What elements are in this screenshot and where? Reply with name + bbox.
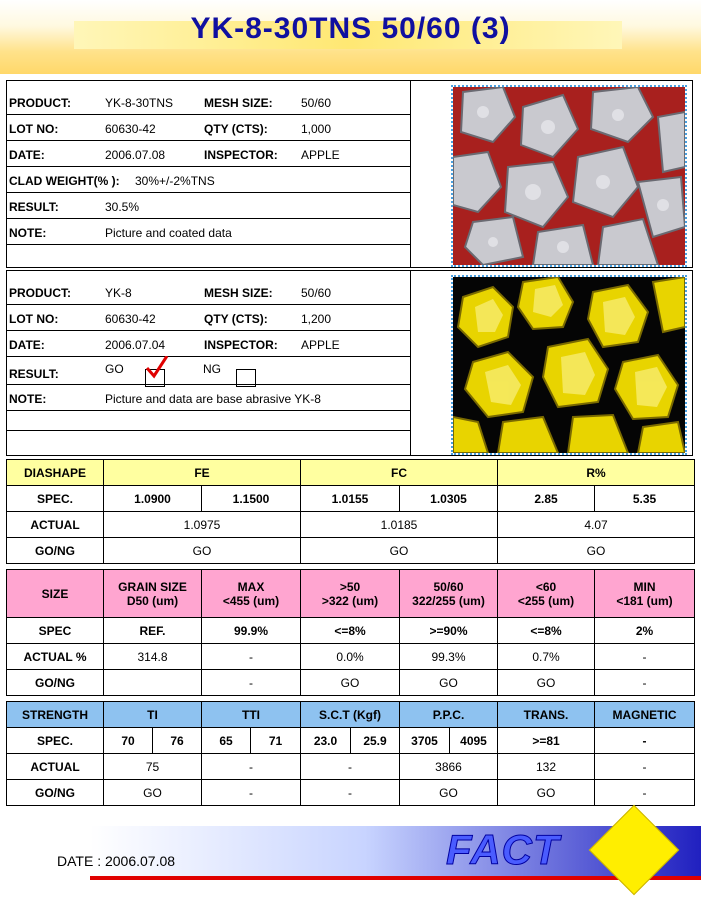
row-label: ACTUAL xyxy=(7,754,104,780)
date-value: 2006.07.08 xyxy=(105,148,166,162)
mesh-value: 50/60 xyxy=(301,286,332,300)
gong-cell: GO xyxy=(400,670,498,696)
spec-cell: 1.1500 xyxy=(202,486,301,512)
header-line: MIN xyxy=(633,579,656,594)
min-header xyxy=(595,570,695,618)
header-line: <181 (um) xyxy=(616,593,673,608)
row-product-2 xyxy=(7,279,410,305)
spec-cell: 5.35 xyxy=(595,486,695,512)
spec-cell: <=8% xyxy=(498,618,595,644)
spec-cell: >=90% xyxy=(400,618,498,644)
mesh-label: MESH SIZE: xyxy=(204,286,273,300)
inspector-value: APPLE xyxy=(301,338,340,352)
spec-cell: 1.0305 xyxy=(400,486,498,512)
r-percent-header: R% xyxy=(498,460,695,486)
header-line: 322/255 (um) xyxy=(412,593,485,608)
spec-cell: 2.85 xyxy=(498,486,595,512)
product-label: PRODUCT: xyxy=(9,286,71,300)
gong-cell: GO xyxy=(498,670,595,696)
header xyxy=(0,0,701,74)
gong-cell: - xyxy=(202,780,301,806)
coated-info-panel xyxy=(6,80,693,268)
row-label: SPEC. xyxy=(7,486,104,512)
size-actual-row xyxy=(7,644,695,670)
actual-cell: 99.3% xyxy=(400,644,498,670)
header-line: D50 (um) xyxy=(126,593,179,608)
header-line: 50/60 xyxy=(433,579,464,594)
clad-value: 30%+/-2%TNS xyxy=(135,174,215,188)
gong-cell: GO xyxy=(400,780,498,806)
base-info-panel xyxy=(6,270,693,456)
row-date-2 xyxy=(7,331,410,357)
strength-table xyxy=(6,701,695,806)
actual-cell: - xyxy=(595,644,695,670)
row-label: SPEC xyxy=(7,618,104,644)
row-lot xyxy=(7,115,410,141)
result-label: RESULT: xyxy=(9,200,59,214)
actual-cell: 75 xyxy=(104,754,202,780)
lot-label: LOT NO: xyxy=(9,122,59,136)
spec-cell: 4095 xyxy=(450,728,498,754)
inspector-label: INSPECTOR: xyxy=(204,148,278,162)
inspector-value: APPLE xyxy=(301,148,340,162)
footer xyxy=(0,826,701,904)
result-label: RESULT: xyxy=(9,367,59,381)
strength-actual-row xyxy=(7,754,695,780)
trans-header: TRANS. xyxy=(498,702,595,728)
go-label: GO xyxy=(105,362,124,376)
strength-header: STRENGTH xyxy=(7,702,104,728)
spec-cell: 65 xyxy=(202,728,251,754)
clad-label: CLAD WEIGHT(% ): xyxy=(9,174,120,188)
yellow-diamond-icon xyxy=(589,805,680,896)
max-header xyxy=(202,570,301,618)
note-label: NOTE: xyxy=(9,226,47,240)
date-value: 2006.07.04 xyxy=(105,338,166,352)
row-label: GO/NG xyxy=(7,780,104,806)
row-label: GO/NG xyxy=(7,538,104,564)
gong-cell: GO xyxy=(498,780,595,806)
spec-cell: 2% xyxy=(595,618,695,644)
result-value: 30.5% xyxy=(105,200,140,214)
coated-crystals-photo xyxy=(451,85,687,267)
row-note xyxy=(7,219,410,245)
row-result xyxy=(7,193,410,219)
ppc-header: P.P.C. xyxy=(400,702,498,728)
actual-cell: 1.0185 xyxy=(301,512,498,538)
mesh-label: MESH SIZE: xyxy=(204,96,273,110)
diashape-gong-row xyxy=(7,538,695,564)
gong-cell: - xyxy=(301,780,400,806)
size-header-row xyxy=(7,570,695,618)
diashape-actual-row xyxy=(7,512,695,538)
gt50-header xyxy=(301,570,400,618)
spec-cell: - xyxy=(595,728,695,754)
qty-label: QTY (CTS): xyxy=(204,122,268,136)
diashape-header-row xyxy=(7,460,695,486)
fact-logo: FACT xyxy=(446,826,560,873)
diashape-table xyxy=(6,459,695,564)
header-line: <60 xyxy=(535,579,557,594)
actual-cell: - xyxy=(202,644,301,670)
note-value: Picture and coated data xyxy=(105,226,232,240)
row-date xyxy=(7,141,410,167)
ng-label: NG xyxy=(203,362,221,376)
tti-header: TTI xyxy=(202,702,301,728)
lt60-header xyxy=(498,570,595,618)
header-line: <255 (um) xyxy=(517,593,575,608)
actual-cell: 0.0% xyxy=(301,644,400,670)
actual-cell: 3866 xyxy=(400,754,498,780)
strength-header-row xyxy=(7,702,695,728)
size-spec-row xyxy=(7,618,695,644)
fc-header: FC xyxy=(301,460,498,486)
header-line: <455 (um) xyxy=(222,593,280,608)
spec-cell: <=8% xyxy=(301,618,400,644)
row-label: ACTUAL xyxy=(7,512,104,538)
actual-cell: - xyxy=(595,754,695,780)
spec-cell: 1.0900 xyxy=(104,486,202,512)
size-gong-row xyxy=(7,670,695,696)
actual-cell: - xyxy=(202,754,301,780)
gong-cell: - xyxy=(595,780,695,806)
note-label: NOTE: xyxy=(9,392,47,406)
gong-cell: GO xyxy=(498,538,695,564)
gong-cell xyxy=(104,670,202,696)
gong-cell: GO xyxy=(104,538,301,564)
header-line: >50 xyxy=(339,579,361,594)
row-label: ACTUAL % xyxy=(7,644,104,670)
footer-date: DATE : 2006.07.08 xyxy=(57,853,176,869)
product-value: YK-8-30TNS xyxy=(105,96,174,110)
actual-cell: 314.8 xyxy=(104,644,202,670)
spec-cell: 3705 xyxy=(400,728,450,754)
row-label: SPEC. xyxy=(7,728,104,754)
product-value: YK-8 xyxy=(105,286,132,300)
spec-cell: 99.9% xyxy=(202,618,301,644)
lot-value: 60630-42 xyxy=(105,122,156,136)
spec-cell: 71 xyxy=(251,728,301,754)
date-label: DATE: xyxy=(9,338,45,352)
actual-cell: 4.07 xyxy=(498,512,695,538)
spec-cell: 1.0155 xyxy=(301,486,400,512)
row-label: GO/NG xyxy=(7,670,104,696)
strength-spec-row xyxy=(7,728,695,754)
header-line: >322 (um) xyxy=(321,593,379,608)
spec-cell: >=81 xyxy=(498,728,595,754)
diashape-spec-row xyxy=(7,486,695,512)
magnetic-header: MAGNETIC xyxy=(595,702,695,728)
header-line: GRAIN SIZE xyxy=(118,579,187,594)
checkmark-icon xyxy=(145,356,169,380)
header-line: MAX xyxy=(237,579,265,594)
gong-cell: - xyxy=(595,670,695,696)
product-label: PRODUCT: xyxy=(9,96,71,110)
actual-cell: 0.7% xyxy=(498,644,595,670)
footer-red-line xyxy=(90,876,701,880)
row-lot-2 xyxy=(7,305,410,331)
row-product xyxy=(7,89,410,115)
date-label: DATE: xyxy=(9,148,45,162)
gong-cell: GO xyxy=(301,670,400,696)
size-header: SIZE xyxy=(7,570,104,618)
actual-cell: 1.0975 xyxy=(104,512,301,538)
grain-size-header xyxy=(104,570,202,618)
base-info xyxy=(7,271,411,455)
mesh-value: 50/60 xyxy=(301,96,332,110)
row-clad xyxy=(7,167,410,193)
gong-cell: GO xyxy=(301,538,498,564)
lot-label: LOT NO: xyxy=(9,312,59,326)
lot-value: 60630-42 xyxy=(105,312,156,326)
spec-cell: 23.0 xyxy=(301,728,351,754)
row-note-2 xyxy=(7,385,410,411)
note-value: Picture and data are base abrasive YK-8 xyxy=(105,392,321,406)
qty-value: 1,200 xyxy=(301,312,332,326)
inspector-label: INSPECTOR: xyxy=(204,338,278,352)
fe-header: FE xyxy=(104,460,301,486)
base-crystals-photo xyxy=(451,275,687,455)
size-table xyxy=(6,569,695,696)
strength-gong-row xyxy=(7,780,695,806)
ti-header: TI xyxy=(104,702,202,728)
50-60-header xyxy=(400,570,498,618)
row-result-2 xyxy=(7,357,410,385)
page-title: YK-8-30TNS 50/60 (3) xyxy=(190,12,511,45)
qty-label: QTY (CTS): xyxy=(204,312,268,326)
coated-info xyxy=(7,81,411,267)
row-blank xyxy=(7,411,410,431)
gong-cell: - xyxy=(202,670,301,696)
spec-cell: 76 xyxy=(153,728,202,754)
qty-value: 1,000 xyxy=(301,122,332,136)
sct-header: S.C.T (Kgf) xyxy=(301,702,400,728)
gong-cell: GO xyxy=(104,780,202,806)
spec-cell: 70 xyxy=(104,728,153,754)
actual-cell: - xyxy=(301,754,400,780)
spec-cell: REF. xyxy=(104,618,202,644)
diashape-header: DIASHAPE xyxy=(7,460,104,486)
spec-cell: 25.9 xyxy=(351,728,400,754)
actual-cell: 132 xyxy=(498,754,595,780)
